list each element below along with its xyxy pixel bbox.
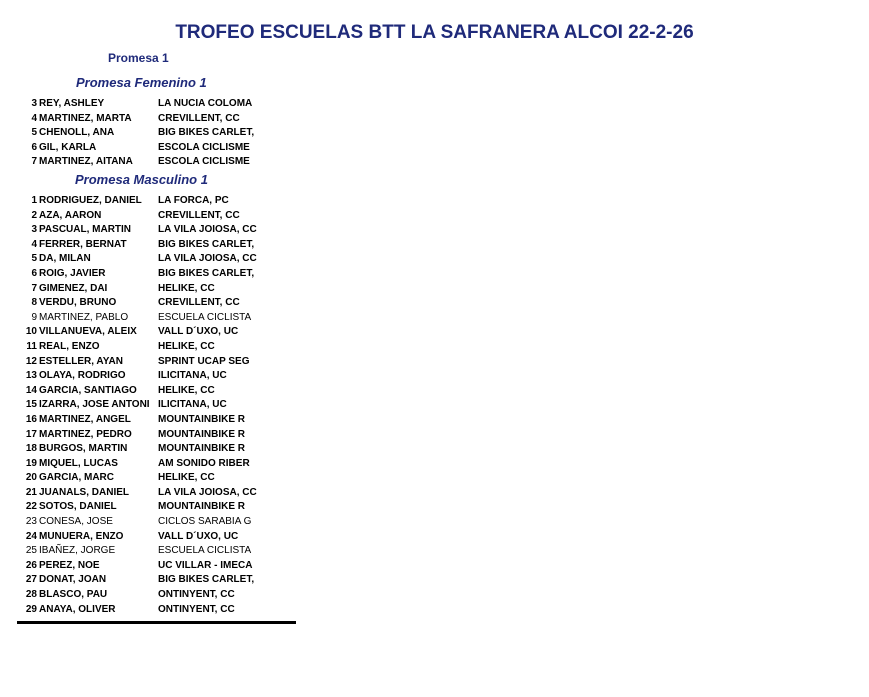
club-name: ESCUELA CICLISTA bbox=[158, 311, 252, 323]
group-heading-male: Promesa Masculino 1 bbox=[75, 172, 208, 187]
rider-name: GIMENEZ, DAI bbox=[39, 282, 108, 294]
rider-name: GIL, KARLA bbox=[39, 141, 97, 153]
club-name: BIG BIKES CARLET, bbox=[158, 238, 255, 250]
result-position: 7 bbox=[31, 282, 37, 294]
club-name: ESCUELA CICLISTA bbox=[158, 545, 252, 557]
club-name: AM SONIDO RIBER bbox=[158, 457, 250, 469]
result-position: 6 bbox=[31, 141, 37, 153]
result-position: 12 bbox=[25, 355, 37, 367]
rider-name: ROIG, JAVIER bbox=[39, 267, 106, 279]
result-position: 26 bbox=[25, 559, 37, 571]
club-name: ONTINYENT, CC bbox=[158, 603, 235, 615]
rider-name: GARCIA, MARC bbox=[39, 472, 114, 484]
club-name: BIG BIKES CARLET, bbox=[158, 127, 255, 139]
club-name: HELIKE, CC bbox=[158, 384, 215, 396]
rider-name: DONAT, JOAN bbox=[39, 574, 107, 586]
result-position: 1 bbox=[31, 195, 37, 206]
rider-name: REAL, ENZO bbox=[39, 340, 100, 352]
result-position: 28 bbox=[25, 589, 37, 601]
result-position: 25 bbox=[25, 545, 37, 557]
club-name: CREVILLENT, CC bbox=[158, 209, 240, 221]
result-position: 11 bbox=[26, 340, 37, 352]
rider-name: VILLANUEVA, ALEIX bbox=[39, 326, 137, 338]
result-position: 18 bbox=[25, 443, 37, 455]
result-position: 16 bbox=[25, 413, 37, 425]
rider-name: ANAYA, OLIVER bbox=[39, 603, 116, 615]
rider-name: MUNUERA, ENZO bbox=[39, 530, 124, 542]
result-position: 17 bbox=[25, 428, 37, 440]
club-name: LA VILA JOIOSA, CC bbox=[158, 486, 257, 498]
rider-name: BURGOS, MARTIN bbox=[39, 443, 128, 455]
club-name: MOUNTAINBIKE R bbox=[158, 443, 246, 455]
result-position: 20 bbox=[25, 472, 37, 484]
category-heading: Promesa 1 bbox=[108, 51, 169, 65]
rider-name: REY, ASHLEY bbox=[39, 98, 105, 109]
club-name: SPRINT UCAP SEG bbox=[158, 355, 250, 367]
rider-name: MARTINEZ, AITANA bbox=[39, 156, 133, 168]
result-position: 10 bbox=[25, 326, 37, 338]
result-position: 4 bbox=[31, 238, 37, 250]
result-position: 14 bbox=[25, 384, 37, 396]
rider-name: FERRER, BERNAT bbox=[39, 238, 127, 250]
club-name: ILICITANA, UC bbox=[158, 370, 227, 382]
rider-name: BLASCO, PAU bbox=[39, 589, 108, 601]
club-name: UC VILLAR - IMECA bbox=[158, 559, 253, 571]
club-name: VALL D´UXO, UC bbox=[158, 326, 239, 338]
result-position: 9 bbox=[31, 311, 37, 323]
result-position: 13 bbox=[25, 370, 37, 382]
rider-name: GARCIA, SANTIAGO bbox=[39, 384, 137, 396]
result-position: 21 bbox=[25, 486, 37, 498]
club-name: MOUNTAINBIKE R bbox=[158, 501, 246, 513]
rider-name: ESTELLER, AYAN bbox=[39, 355, 123, 367]
rider-name: RODRIGUEZ, DANIEL bbox=[39, 195, 142, 206]
result-position: 23 bbox=[25, 516, 37, 528]
result-position: 19 bbox=[25, 457, 37, 469]
rider-name: PEREZ, NOE bbox=[39, 559, 100, 571]
club-name: ESCOLA CICLISME bbox=[158, 156, 250, 168]
result-position: 27 bbox=[25, 574, 37, 586]
club-name: LA FORCA, PC bbox=[158, 195, 229, 206]
rider-name: IZARRA, JOSE ANTONI bbox=[39, 399, 150, 411]
rider-name: MARTINEZ, PEDRO bbox=[39, 428, 132, 440]
rider-name: JUANALS, DANIEL bbox=[39, 486, 130, 498]
rider-name: MARTINEZ, ANGEL bbox=[39, 413, 131, 425]
rider-name: MIQUEL, LUCAS bbox=[39, 457, 118, 469]
club-name: CICLOS SARABIA G bbox=[158, 516, 252, 528]
club-name: MOUNTAINBIKE R bbox=[158, 428, 246, 440]
result-position: 2 bbox=[31, 209, 37, 221]
result-position: 7 bbox=[31, 156, 37, 168]
result-position: 8 bbox=[31, 297, 37, 309]
club-name: LA VILA JOIOSA, CC bbox=[158, 224, 257, 236]
result-position: 3 bbox=[31, 224, 37, 236]
rider-name: SOTOS, DANIEL bbox=[39, 501, 117, 513]
club-name: ILICITANA, UC bbox=[158, 399, 227, 411]
rider-name: OLAYA, RODRIGO bbox=[39, 370, 126, 382]
club-name: BIG BIKES CARLET, bbox=[158, 267, 255, 279]
result-position: 5 bbox=[31, 127, 37, 139]
rider-name: VERDU, BRUNO bbox=[39, 297, 117, 309]
club-name: VALL D´UXO, UC bbox=[158, 530, 239, 542]
result-position: 24 bbox=[25, 530, 37, 542]
club-name: HELIKE, CC bbox=[158, 472, 215, 484]
club-name: LA VILA JOIOSA, CC bbox=[158, 253, 257, 265]
club-name: HELIKE, CC bbox=[158, 282, 215, 294]
club-name: ONTINYENT, CC bbox=[158, 589, 235, 601]
result-position: 15 bbox=[25, 399, 37, 411]
result-position: 4 bbox=[31, 112, 37, 124]
rider-name: MARTINEZ, PABLO bbox=[39, 311, 129, 323]
result-position: 6 bbox=[31, 267, 37, 279]
result-position: 29 bbox=[25, 603, 37, 615]
club-name: LA NUCIA COLOMA bbox=[158, 98, 253, 109]
rider-name: DA, MILAN bbox=[39, 253, 91, 265]
rider-name: CONESA, JOSE bbox=[39, 516, 113, 528]
club-name: MOUNTAINBIKE R bbox=[158, 413, 246, 425]
page-title: TROFEO ESCUELAS BTT LA SAFRANERA ALCOI 22-2-26 bbox=[175, 22, 694, 43]
rider-name: MARTINEZ, MARTA bbox=[39, 112, 132, 124]
result-position: 22 bbox=[25, 501, 37, 513]
club-name: BIG BIKES CARLET, bbox=[158, 574, 255, 586]
result-position: 3 bbox=[31, 98, 37, 109]
result-position: 5 bbox=[31, 253, 37, 265]
rider-name: IBAÑEZ, JORGE bbox=[39, 545, 116, 557]
club-name: CREVILLENT, CC bbox=[158, 297, 240, 309]
rider-name: CHENOLL, ANA bbox=[39, 127, 115, 139]
club-name: CREVILLENT, CC bbox=[158, 112, 240, 124]
rider-name: PASCUAL, MARTIN bbox=[39, 224, 132, 236]
rider-name: AZA, AARON bbox=[39, 209, 102, 221]
group-heading-female: Promesa Femenino 1 bbox=[76, 75, 207, 90]
club-name: HELIKE, CC bbox=[158, 340, 215, 352]
club-name: ESCOLA CICLISME bbox=[158, 141, 250, 153]
bottom-divider bbox=[17, 621, 296, 624]
